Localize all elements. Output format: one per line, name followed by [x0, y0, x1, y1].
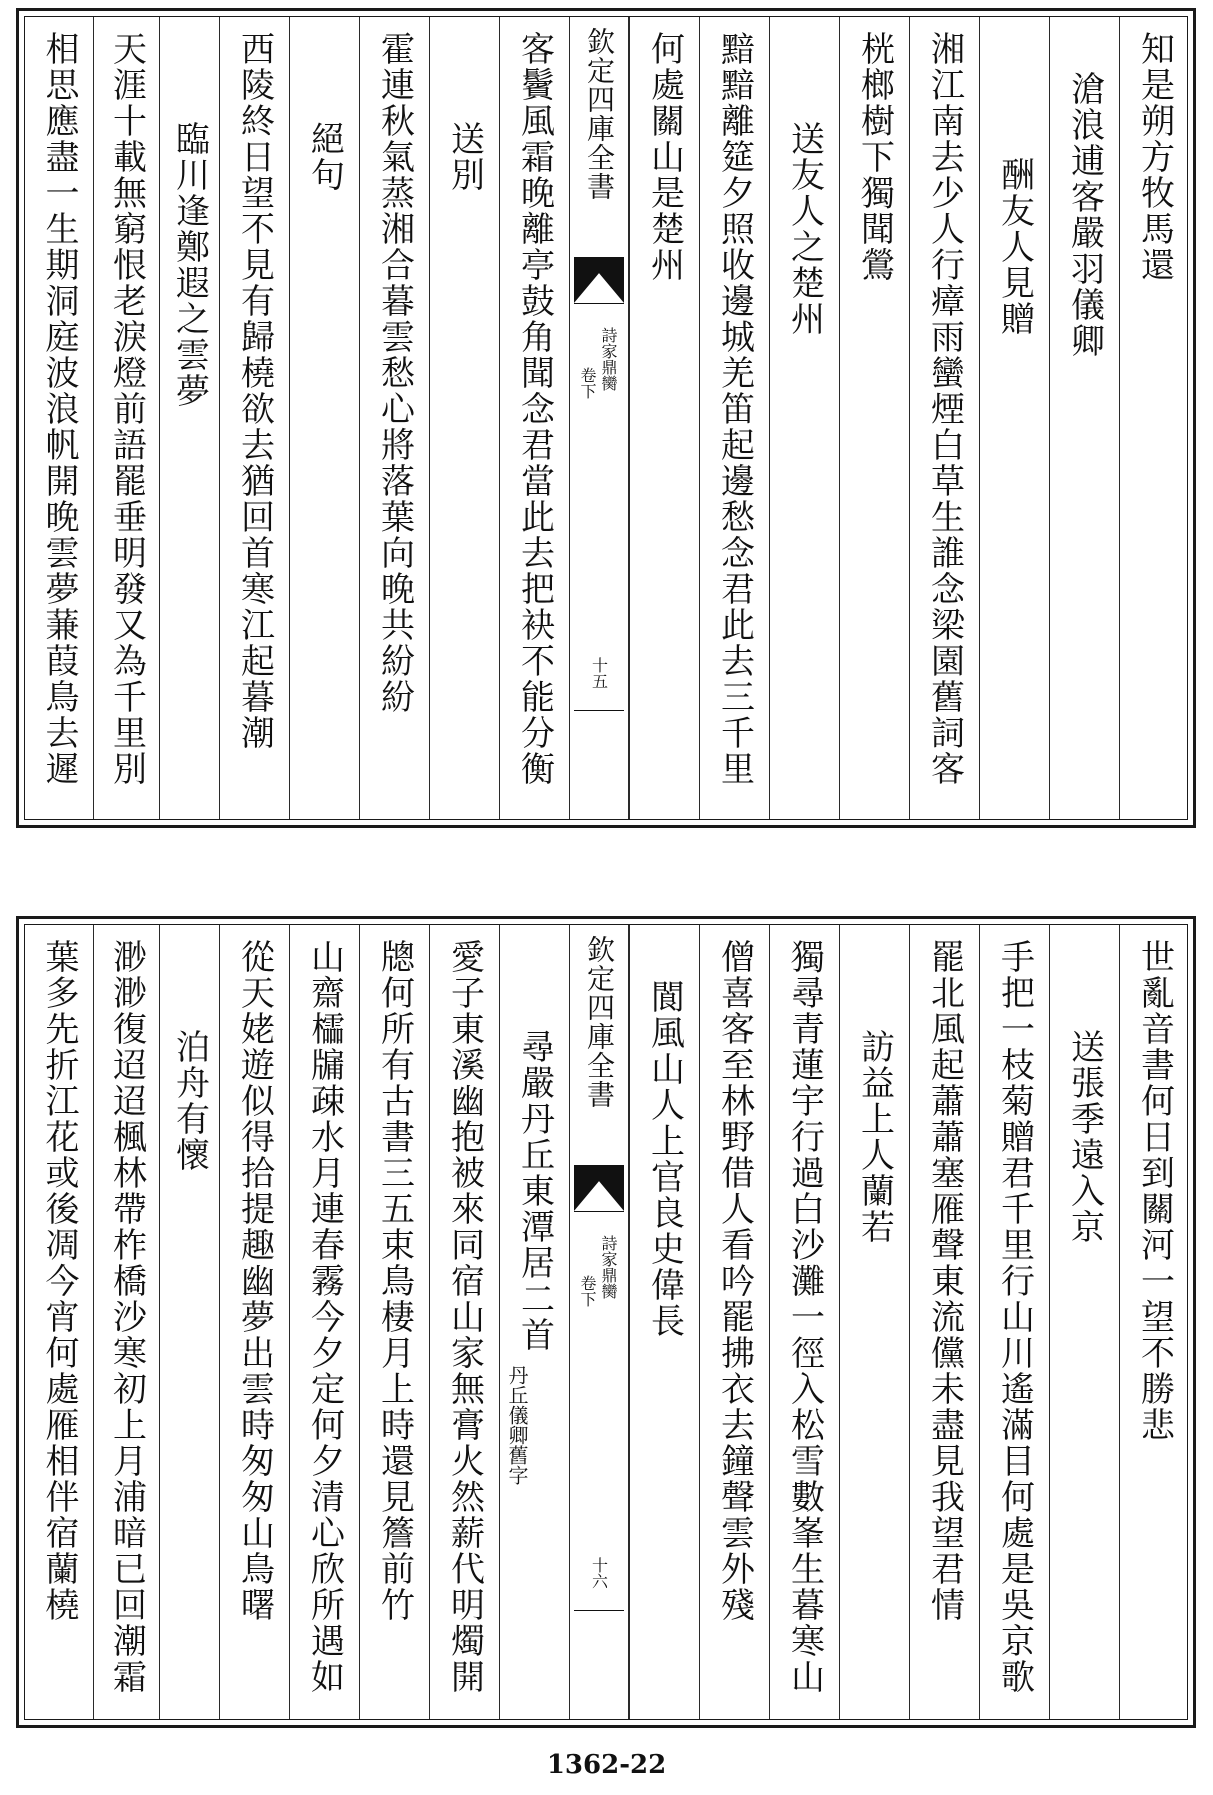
center-fold: [569, 925, 629, 1719]
poem-title: 尋嚴丹丘東潭居二首: [514, 1029, 555, 1353]
verse-line: 罷北風起蕭蕭塞雁聲東流儻未盡見我望君情: [924, 939, 965, 1623]
verse-line: 山齋櫺牖疎水月連春霧今夕定何夕清心欣所遇如: [304, 939, 345, 1695]
verse-line: 手把一枝菊贈君千里行山川遙滿目何處是吳京歌: [994, 939, 1035, 1695]
text-column: [909, 17, 979, 819]
verse-line: 牕何所有古書三五束鳥棲月上時還見簷前竹: [374, 939, 415, 1623]
text-column: [359, 17, 429, 819]
verse-line: 相思應盡一生期洞庭波浪帆開晚雲夢蒹葭鳥去遲: [39, 31, 79, 787]
text-column: [499, 925, 569, 1719]
volume-label: 卷下: [578, 1275, 597, 1307]
text-column: [93, 925, 159, 1719]
verse-line: 湘江南去少人行瘴雨蠻煙白草生誰念梁園舊詞客: [924, 31, 965, 787]
poem-title: 送別: [444, 121, 485, 193]
lower-page-frame: [16, 916, 1196, 1728]
verse-line: 世亂音書何日到關河一望不勝悲: [1134, 939, 1175, 1443]
fold-rule: [574, 710, 624, 711]
poem-title: 絕句: [304, 121, 345, 193]
verse-line: 知是朔方牧馬還: [1134, 31, 1175, 283]
text-column: [159, 17, 219, 819]
leaf-number: 十六: [589, 1557, 609, 1589]
fish-tail-mark: [574, 1165, 624, 1211]
text-column: [699, 17, 769, 819]
verse-line: 葉多先折江花或後凋今宵何處雁相伴宿蘭橈: [39, 939, 79, 1623]
text-column: [1049, 925, 1119, 1719]
text-column: [769, 17, 839, 819]
center-fold: [569, 17, 629, 819]
text-column: [699, 925, 769, 1719]
verse-line: 桄榔樹下獨聞鶯: [854, 31, 895, 283]
text-column: [629, 925, 699, 1719]
interlinear-note: 丹丘儀卿舊字: [505, 1365, 529, 1485]
verse-line: 黯黯離筵夕照收邊城羌笛起邊愁念君此去三千里: [714, 31, 755, 787]
text-column: [1119, 17, 1189, 819]
text-column: [769, 925, 839, 1719]
verse-line: 愛子東溪幽抱被來同宿山家無膏火然薪代明燭開: [444, 939, 485, 1695]
fish-tail-mark: [574, 257, 624, 303]
poem-title: 泊舟有懷: [169, 1029, 210, 1173]
verse-line: 僧喜客至林野借人看吟罷拂衣去鐘聲雲外殘: [714, 939, 755, 1623]
lower-page-inner-border: [24, 924, 1188, 1720]
text-column: [219, 17, 289, 819]
text-column: [289, 925, 359, 1719]
text-column: [1119, 925, 1189, 1719]
poem-title: 送友人之楚州: [784, 121, 825, 337]
verse-line: 霍連秋氣蒸湘合暮雲愁心將落葉向晚共紛紛: [374, 31, 415, 715]
text-column: [429, 925, 499, 1719]
collection-title: 詩家鼎臠: [599, 327, 618, 391]
leaf-number: 十五: [589, 657, 609, 689]
book-title: 欽定四庫全書: [583, 27, 616, 201]
text-column: [909, 925, 979, 1719]
fold-rule: [574, 1610, 624, 1611]
poem-title: 臨川逢鄭遐之雲夢: [169, 121, 210, 409]
poem-title: 酬友人見贈: [994, 157, 1035, 337]
text-column: [629, 17, 699, 819]
verse-line: 獨尋青蓮宇行過白沙灘一徑入松雪數峯生暮寒山: [784, 939, 825, 1695]
verse-line: 天涯十載無窮恨老淚燈前語罷垂明發又為千里別: [106, 31, 147, 787]
text-column: [1049, 17, 1119, 819]
book-title: 欽定四庫全書: [583, 935, 616, 1109]
verse-line: 西陵終日望不見有歸橈欲去猶回首寒江起暮潮: [234, 31, 275, 751]
text-column: [219, 925, 289, 1719]
text-column: [159, 925, 219, 1719]
text-column: [289, 17, 359, 819]
author-line: 滄浪逋客嚴羽儀卿: [1064, 71, 1105, 359]
poem-title: 訪益上人蘭若: [854, 1029, 895, 1245]
author-line: 閬風山人上官良史偉長: [644, 979, 685, 1339]
text-column: [979, 925, 1049, 1719]
text-column: [839, 17, 909, 819]
fish-tail-rule: [574, 303, 624, 314]
text-column: [359, 925, 429, 1719]
volume-label: 卷下: [578, 367, 597, 399]
verse-line: 從天姥遊似得拾提趣幽夢出雲時匆匆山鳥曙: [234, 939, 275, 1623]
text-column: [429, 17, 499, 819]
poem-title: 送張季遠入京: [1064, 1029, 1105, 1245]
fish-tail-rule: [574, 1211, 624, 1222]
text-column: [25, 17, 93, 819]
text-column: [93, 17, 159, 819]
verse-line: 何處關山是楚州: [644, 31, 685, 283]
text-column: [839, 925, 909, 1719]
verse-line: 客鬢風霜晚離亭鼓角聞念君當此去把袂不能分衡: [514, 31, 555, 787]
text-column: [499, 17, 569, 819]
text-column: [25, 925, 93, 1719]
verse-line: 渺渺復迢迢楓林帶柞橋沙寒初上月浦暗已回潮霜: [106, 939, 147, 1695]
collection-title: 詩家鼎臠: [599, 1235, 618, 1299]
page-label: 1362-22: [546, 1750, 667, 1780]
upper-page-frame: [16, 8, 1196, 828]
text-column: [979, 17, 1049, 819]
upper-page-inner-border: [24, 16, 1188, 820]
